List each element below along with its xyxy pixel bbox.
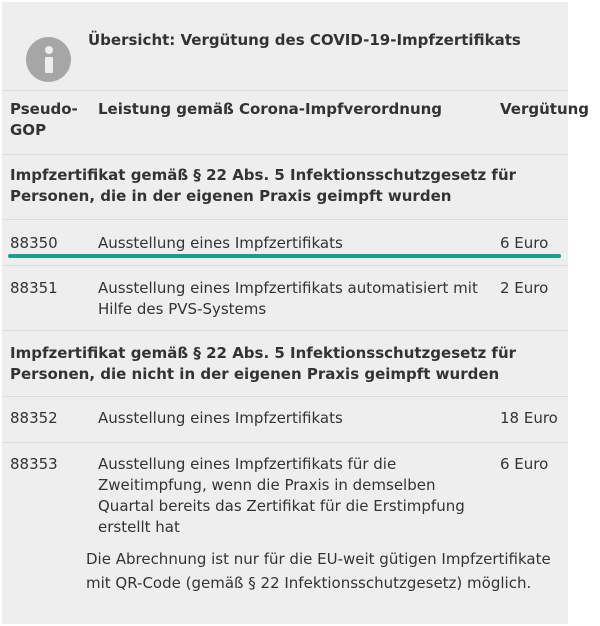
leistung-cell: Ausstellung eines Impfzertifikats — [98, 409, 343, 427]
leistung-cell: Ausstellung eines Impfzertifikats für die Zweitimpfung, wenn die Praxis in demselben Quartal bereits das Zertifikat für die Erstimpfung erstellt hat — [98, 455, 465, 536]
gop-cell: 88353 — [10, 455, 58, 473]
gop-cell: 88352 — [10, 409, 58, 427]
verguetung-cell: 18 Euro — [500, 409, 558, 427]
info-box — [2, 2, 590, 624]
divider — [2, 90, 568, 91]
info-icon — [26, 37, 71, 82]
info-header — [2, 2, 568, 90]
divider — [2, 330, 568, 331]
leistung-cell: Ausstellung eines Impfzertifikats — [98, 234, 343, 252]
gop-cell: 88350 — [10, 234, 58, 252]
footnote: Die Abrechnung ist nur für die EU-weit gütigen Impfzertifikate mit QR-Code (gemäß § 22 Infektionsschutzgesetz) möglich. — [86, 550, 551, 592]
divider — [2, 396, 568, 397]
divider — [2, 442, 568, 443]
leistung-cell: Ausstellung eines Impfzertifikats automatisiert mit Hilfe des PVS-Systems — [98, 279, 478, 318]
column-header-gop: Pseudo- GOP — [10, 100, 78, 139]
divider — [2, 219, 568, 220]
verguetung-cell: 6 Euro — [500, 455, 549, 473]
divider — [2, 265, 568, 266]
column-header-leistung: Leistung gemäß Corona-Impfverordnung — [98, 100, 443, 118]
column-header-verguetung: Vergütung — [500, 100, 590, 118]
box-title: Übersicht: Vergütung des COVID-19-Impfzertifikats — [88, 31, 521, 49]
section-title: Impfzertifikat gemäß § 22 Abs. 5 Infektionsschutzgesetz für Personen, die nicht in der eigenen Praxis geimpft wurden — [10, 344, 517, 383]
gop-cell: 88351 — [10, 279, 58, 297]
highlight-underline — [8, 254, 561, 258]
verguetung-cell: 2 Euro — [500, 279, 549, 297]
verguetung-cell: 6 Euro — [500, 234, 549, 252]
divider — [2, 154, 568, 155]
section-title: Impfzertifikat gemäß § 22 Abs. 5 Infektionsschutzgesetz für Personen, die in der eigenen Praxis geimpft wurden — [10, 166, 517, 205]
